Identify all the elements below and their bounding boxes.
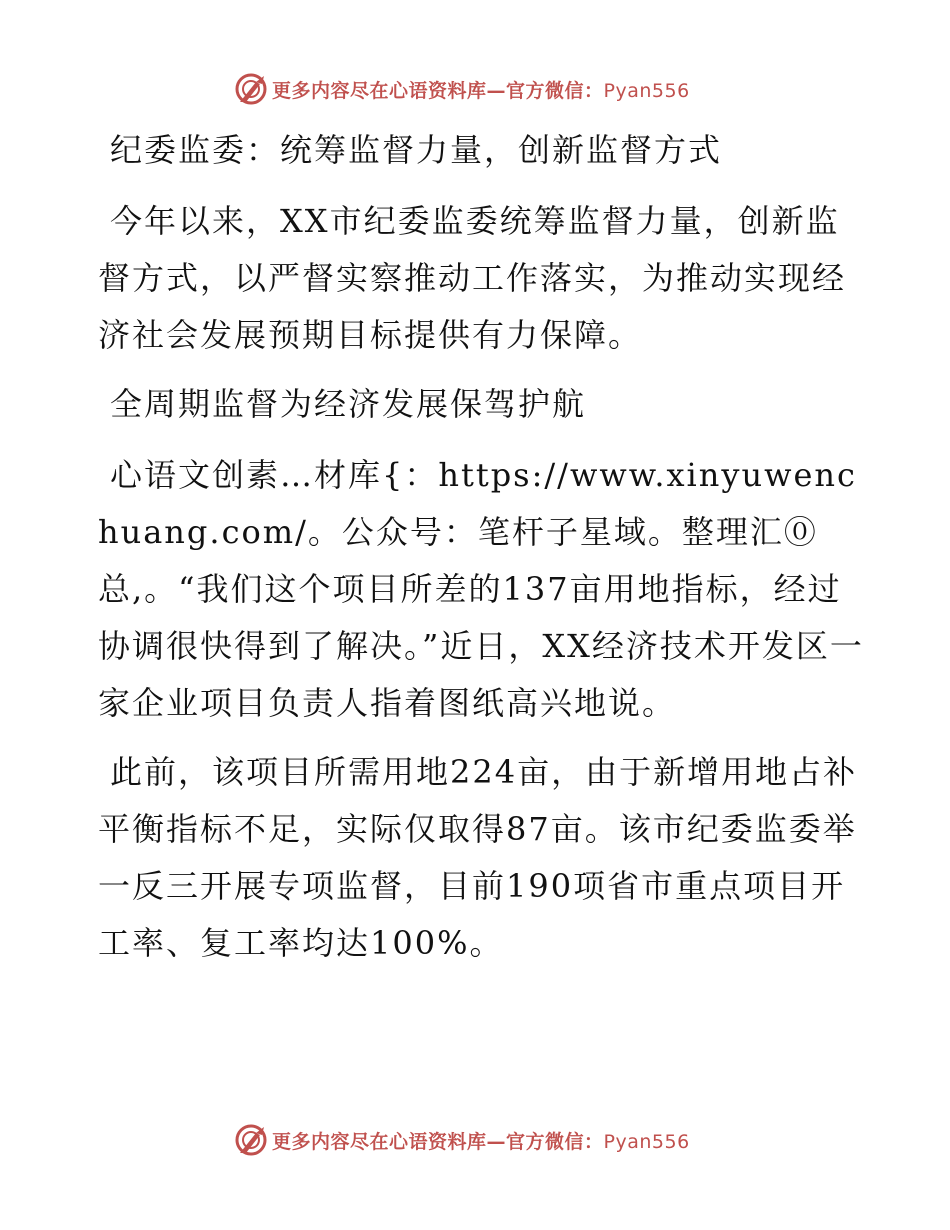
banner-label: 更多内容尽在心语资料库—官方微信： (272, 1130, 604, 1153)
document-body (98, 122, 868, 984)
banner-text (272, 76, 690, 103)
header-banner (234, 70, 754, 108)
quill-seal-icon (234, 1123, 268, 1157)
paragraph-supervision: 此前，该项目所需用地224亩，由于新增用地占补平衡指标不足，实际仅取得87亩。该市纪委监委举一反三开展专项监督，目前190项省市重点项目开工率、复工率均达100%。 (98, 753, 858, 962)
footer-banner (234, 1121, 754, 1159)
section-heading: 全周期监督为经济发展保驾护航 (110, 385, 587, 423)
paragraph-project-land: 心语文创素…材库{：https://www.xinyuwenchuang.com/。公众号：笔杆子星域。整理汇⓪总,。“我们这个项目所差的137亩用地指标，经过协调很快得到了解决。”近日，XX经济技术开发区一家企业项目负责人指着图纸高兴地说。 (98, 456, 864, 722)
quill-seal-icon (234, 72, 268, 106)
banner-wechat-id: Pyan556 (603, 1130, 690, 1153)
paragraph-intro: 今年以来，XX市纪委监委统筹监督力量，创新监督方式，以严督实察推动工作落实，为推动实现经济社会发展预期目标提供有力保障。 (98, 202, 847, 354)
banner-label: 更多内容尽在心语资料库—官方微信： (272, 79, 604, 102)
page-title: 纪委监委：统筹监督力量，创新监督方式 (110, 131, 723, 169)
banner-wechat-id: Pyan556 (603, 79, 690, 102)
banner-text (272, 1127, 690, 1154)
